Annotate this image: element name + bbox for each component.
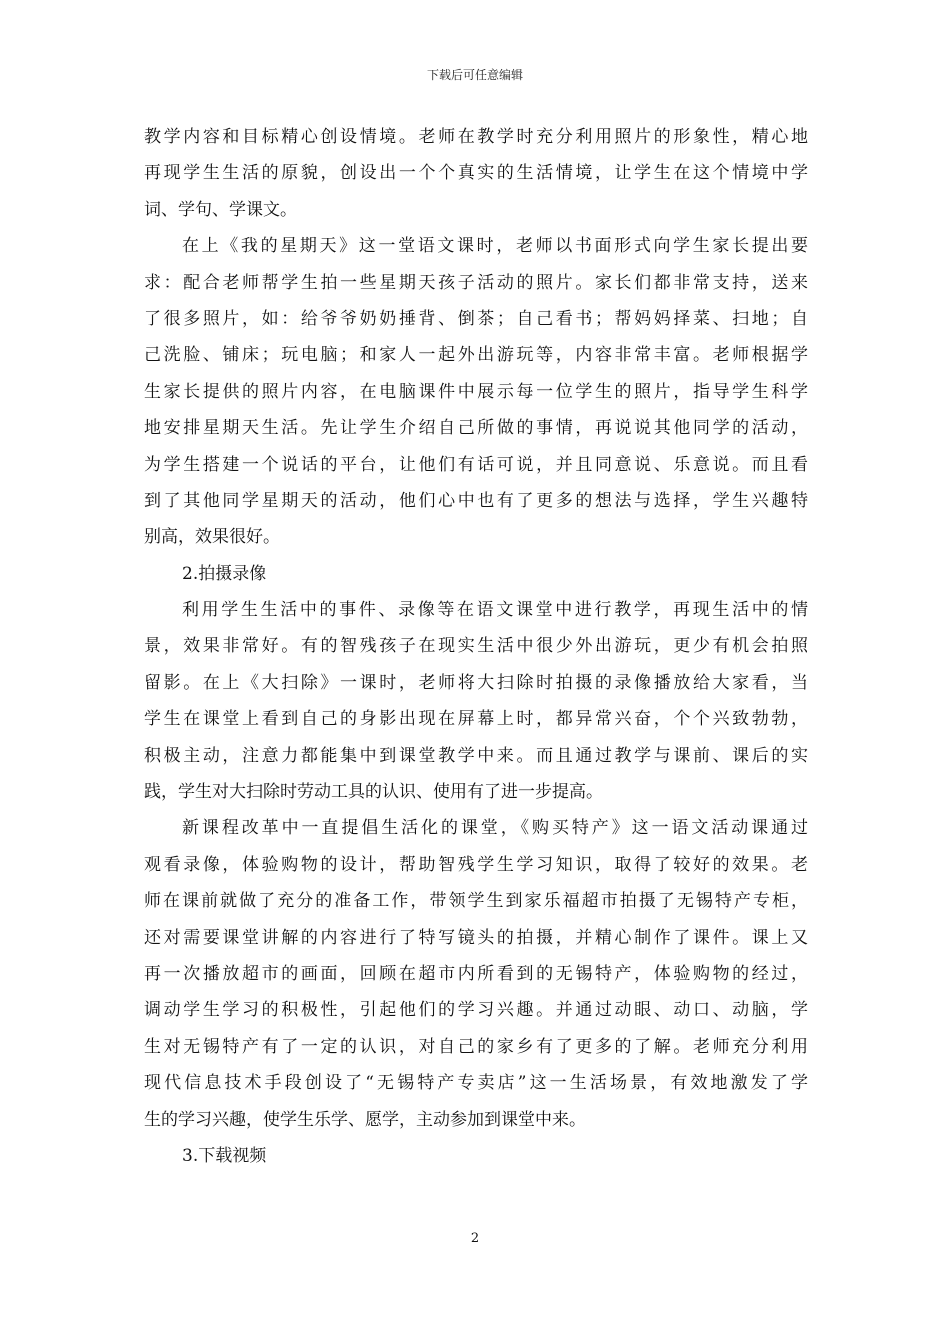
text-line: 生家长提供的照片内容，在电脑课件中展示每一位学生的照片，指导学生科学 bbox=[144, 381, 808, 402]
text-line: 观看录像，体验购物的设计，帮助智残学生学习知识，取得了较好的效果。老 bbox=[144, 854, 808, 875]
text-line: 再一次播放超市的画面，回顾在超市内所看到的无锡特产，体验购物的经过， bbox=[144, 963, 808, 984]
text-line: 学生在课堂上看到自己的身影出现在屏幕上时，都异常兴奋，个个兴致勃勃， bbox=[144, 709, 808, 730]
text-line: 教学内容和目标精心创设情境。老师在教学时充分利用照片的形象性，精心地 bbox=[144, 127, 808, 147]
text-line: 师在课前就做了充分的准备工作，带领学生到家乐福超市拍摄了无锡特产专柜， bbox=[144, 891, 808, 912]
text-line: 现代信息技术手段创设了“无锡特产专卖店”这一生活场景，有效地激发了学 bbox=[144, 1073, 808, 1094]
text-line: 为学生搭建一个说话的平台，让他们有话可说，并且同意说、乐意说。而且看 bbox=[144, 454, 808, 475]
page-number: 2 bbox=[470, 1231, 480, 1246]
text-line: 别高，效果很好。 bbox=[144, 527, 280, 548]
text-line: 还对需要课堂讲解的内容进行了特写镜头的拍摄，并精心制作了课件。课上又 bbox=[144, 927, 808, 948]
text-line: 留影。在上《大扫除》一课时，老师将大扫除时拍摄的录像播放给大家看，当 bbox=[144, 672, 808, 693]
text-line: 生的学习兴趣，使学生乐学、愿学，主动参加到课堂中来。 bbox=[144, 1109, 586, 1130]
text-line: 在上《我的星期天》这一堂语文课时，老师以书面形式向学生家长提出要 bbox=[182, 236, 808, 257]
text-line: 景，效果非常好。有的智残孩子在现实生活中很少外出游玩，更少有机会拍照 bbox=[144, 636, 808, 657]
document-body bbox=[144, 119, 808, 1174]
text-line: 地安排星期天生活。先让学生介绍自己所做的事情，再说说其他同学的活动， bbox=[144, 418, 808, 439]
text-line: 利用学生生活中的事件、录像等在语文课堂中进行教学，再现生活中的情 bbox=[182, 600, 808, 621]
text-line: 3.下载视频 bbox=[182, 1145, 267, 1166]
text-line: 求：配合老师帮学生拍一些星期天孩子活动的照片。家长们都非常支持，送来 bbox=[144, 272, 808, 293]
text-line: 践，学生对大扫除时劳动工具的认识、使用有了进一步提高。 bbox=[144, 782, 603, 803]
text-line: 2.拍摄录像 bbox=[182, 563, 267, 584]
text-line: 己洗脸、铺床；玩电脑；和家人一起外出游玩等，内容非常丰富。老师根据学 bbox=[144, 345, 808, 366]
text-line: 积极主动，注意力都能集中到课堂教学中来。而且通过教学与课前、课后的实 bbox=[144, 745, 808, 766]
text-line: 调动学生学习的积极性，引起他们的学习兴趣。并通过动眼、动口、动脑，学 bbox=[144, 1000, 808, 1021]
text-line: 新课程改革中一直提倡生活化的课堂，《购买特产》这一语文活动课通过 bbox=[182, 818, 808, 839]
page-header: 下载后可任意编辑 bbox=[426, 68, 523, 82]
text-line: 词、学句、学课文。 bbox=[144, 199, 297, 220]
text-line: 到了其他同学星期天的活动，他们心中也有了更多的想法与选择，学生兴趣特 bbox=[144, 490, 808, 511]
text-line: 再现学生生活的原貌，创设出一个个真实的生活情境，让学生在这个情境中学 bbox=[144, 163, 808, 184]
text-line: 了很多照片，如：给爷爷奶奶捶背、倒茶；自己看书；帮妈妈择菜、扫地；自 bbox=[144, 308, 808, 329]
text-line: 生对无锡特产有了一定的认识，对自己的家乡有了更多的了解。老师充分利用 bbox=[144, 1036, 808, 1057]
